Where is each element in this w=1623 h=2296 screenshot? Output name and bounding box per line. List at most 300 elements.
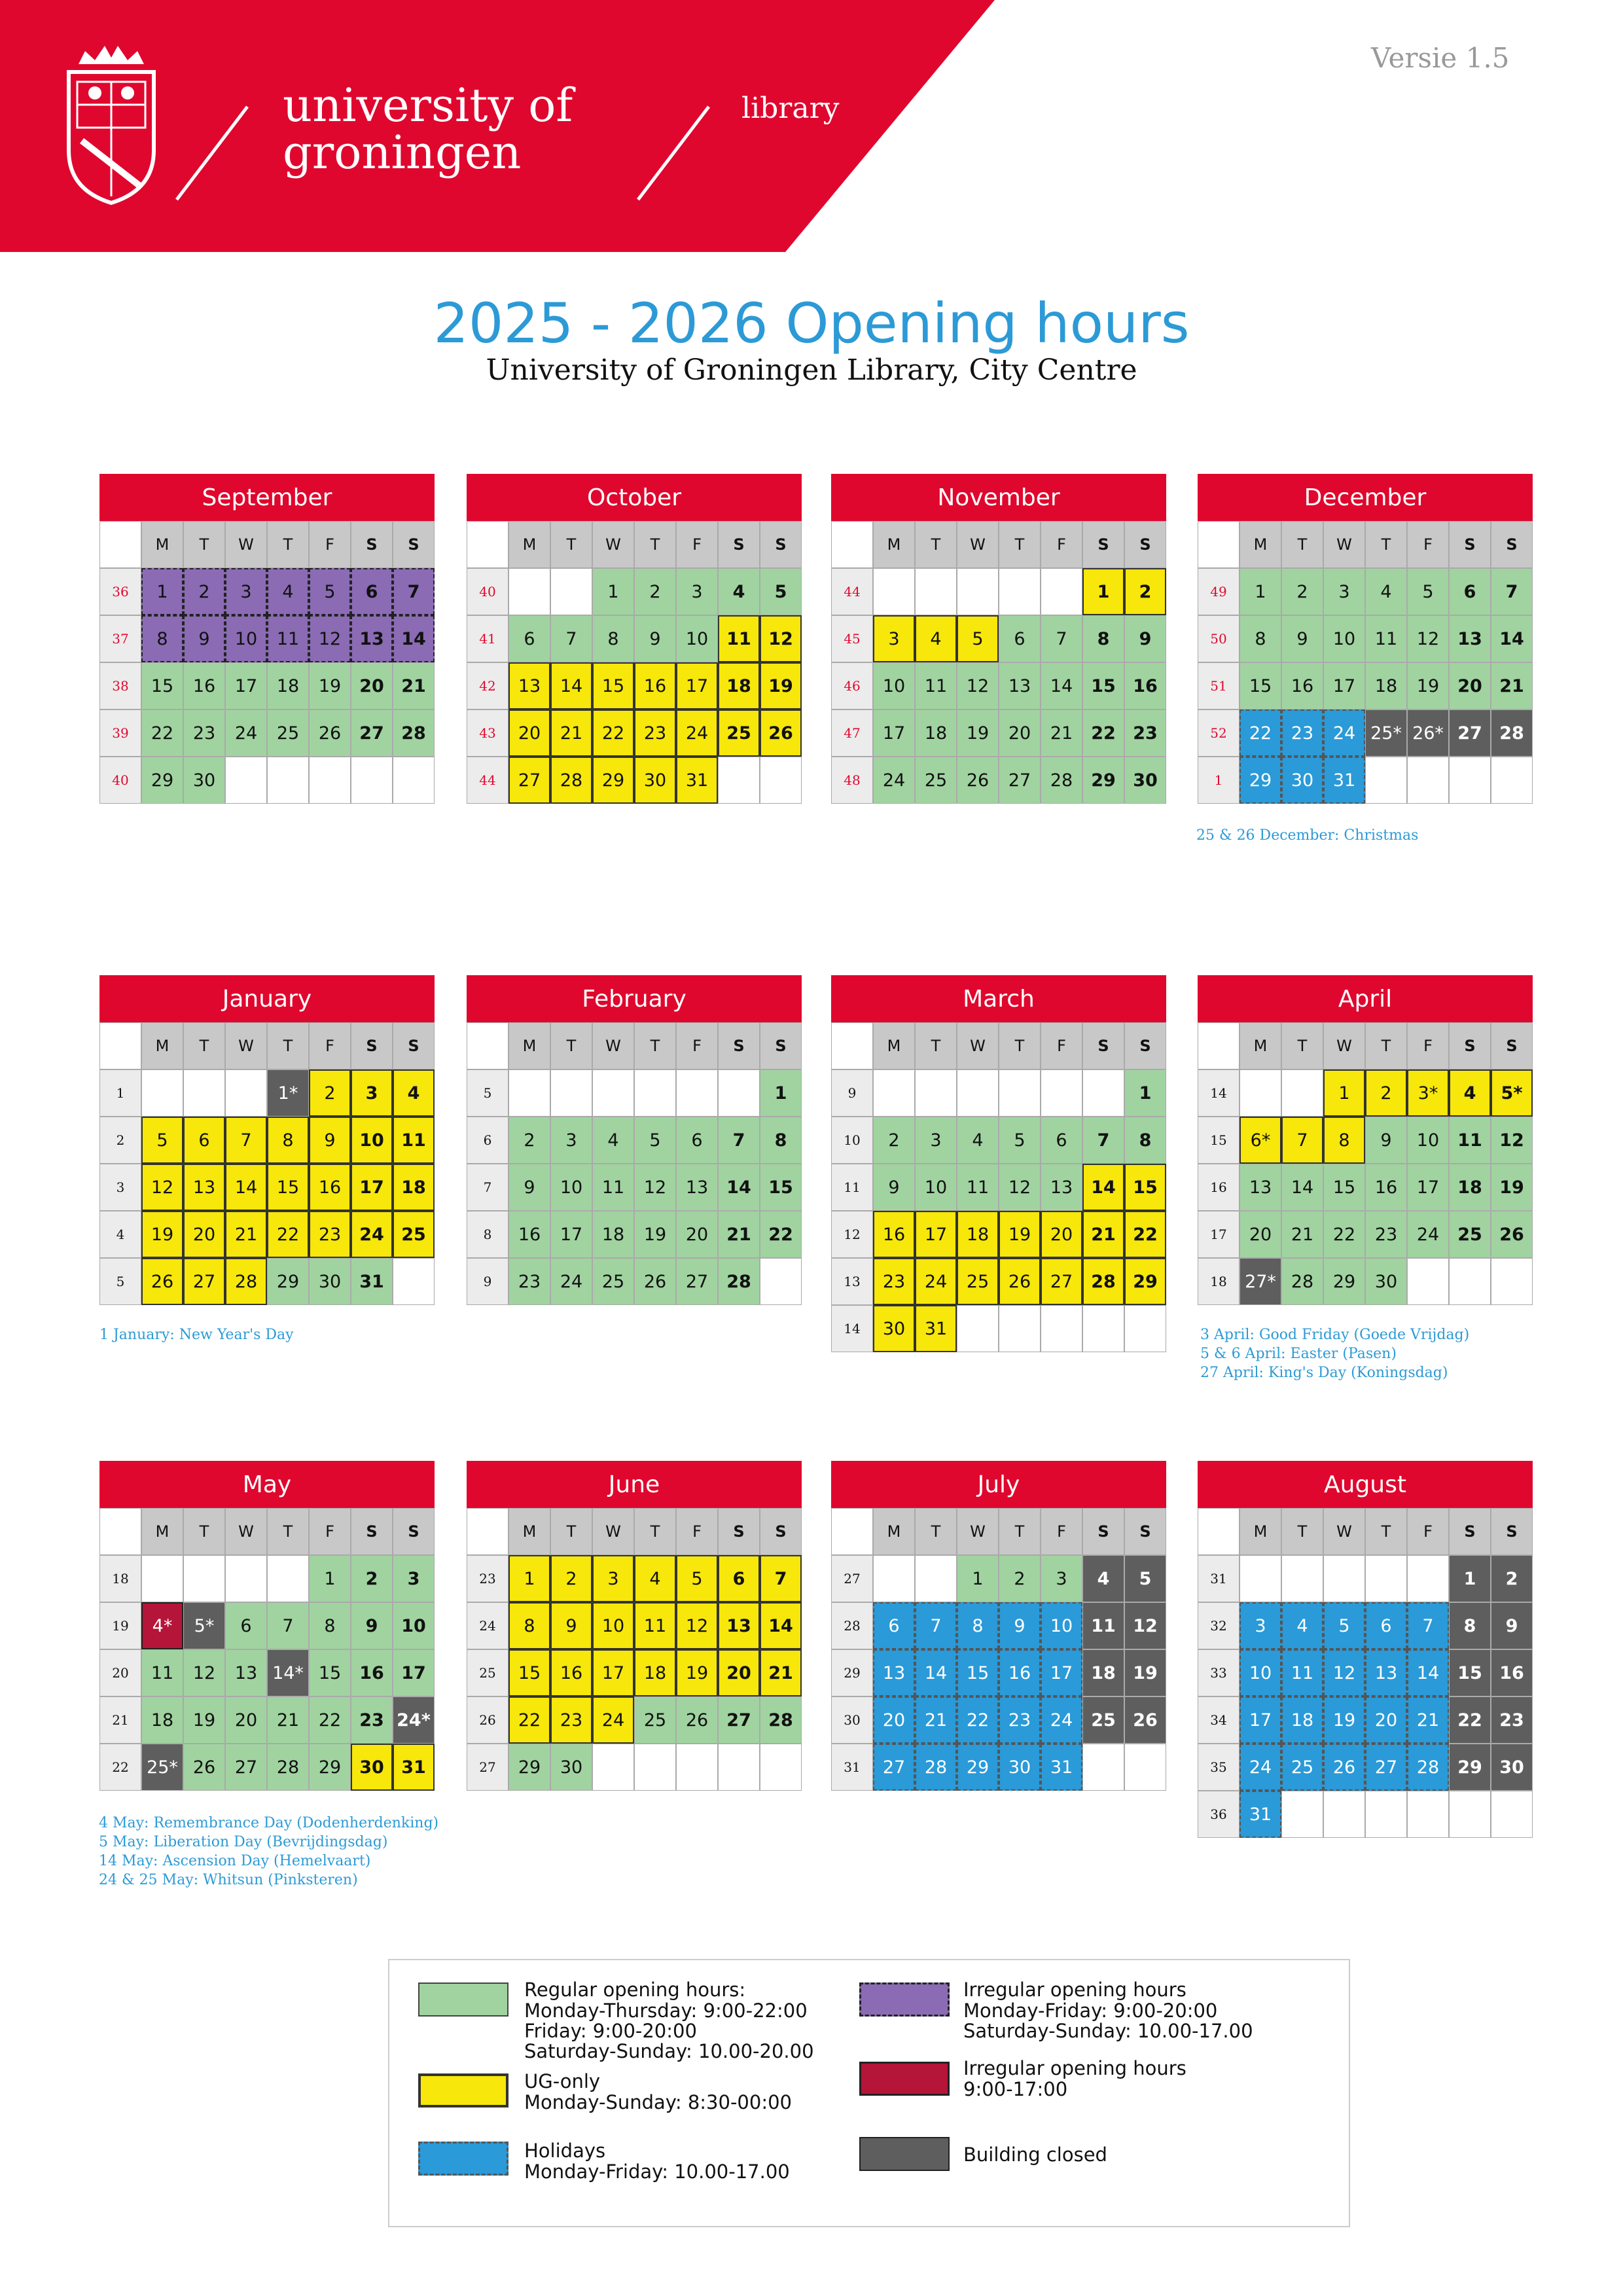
day-cell: 24 bbox=[592, 1696, 634, 1744]
day-cell: 21 bbox=[393, 662, 435, 709]
weekday-header: M bbox=[141, 1508, 183, 1555]
day-cell: 1 bbox=[1240, 568, 1281, 615]
calendar-june bbox=[467, 1461, 802, 1791]
day-cell: 23 bbox=[634, 709, 676, 757]
day-cell: 30 bbox=[1365, 1258, 1407, 1305]
grid-corner bbox=[831, 521, 873, 568]
day-cell: 29 bbox=[309, 1744, 351, 1791]
month-title: February bbox=[467, 975, 802, 1022]
day-cell: 3 bbox=[550, 1117, 592, 1164]
day-cell: 24 bbox=[550, 1258, 592, 1305]
day-cell: 4* bbox=[141, 1602, 183, 1649]
weekday-header: S bbox=[1449, 1022, 1491, 1069]
day-cell: 8 bbox=[1240, 615, 1281, 662]
weekday-header: M bbox=[508, 521, 550, 568]
grid-corner bbox=[831, 1022, 873, 1069]
day-cell: 23 bbox=[508, 1258, 550, 1305]
day-cell: 3 bbox=[1323, 568, 1365, 615]
weekday-header: F bbox=[676, 521, 718, 568]
day-cell: 22 bbox=[760, 1211, 802, 1258]
day-cell: 15 bbox=[508, 1649, 550, 1696]
day-cell: 31 bbox=[393, 1744, 435, 1791]
day-cell: 20 bbox=[718, 1649, 760, 1696]
day-cell: 23 bbox=[550, 1696, 592, 1744]
day-cell: 19 bbox=[1407, 662, 1449, 709]
week-number: 30 bbox=[831, 1696, 873, 1744]
day-cell: 30 bbox=[550, 1744, 592, 1791]
day-cell: 3 bbox=[393, 1555, 435, 1602]
weekday-header: W bbox=[1323, 1022, 1365, 1069]
day-cell: 15 bbox=[1323, 1164, 1365, 1211]
day-cell: 4 bbox=[1082, 1555, 1124, 1602]
day-cell: 5 bbox=[1323, 1602, 1365, 1649]
week-number: 8 bbox=[467, 1211, 508, 1258]
day-cell: 2 bbox=[1281, 568, 1323, 615]
day-cell: 30 bbox=[1491, 1744, 1533, 1791]
grid-corner bbox=[467, 1022, 508, 1069]
day-cell: 10 bbox=[351, 1117, 393, 1164]
day-cell: 15 bbox=[592, 662, 634, 709]
day-cell: 23 bbox=[1491, 1696, 1533, 1744]
month-title: December bbox=[1198, 474, 1533, 521]
day-cell: 22 bbox=[957, 1696, 999, 1744]
day-cell: 16 bbox=[183, 662, 225, 709]
day-cell: 30 bbox=[873, 1305, 915, 1352]
weekday-header: S bbox=[1082, 1508, 1124, 1555]
empty-day-cell bbox=[873, 568, 915, 615]
weekday-header: F bbox=[1407, 1022, 1449, 1069]
day-cell: 25 bbox=[634, 1696, 676, 1744]
day-cell: 18 bbox=[267, 662, 309, 709]
day-cell: 26 bbox=[676, 1696, 718, 1744]
day-cell: 24 bbox=[873, 757, 915, 804]
empty-day-cell bbox=[393, 757, 435, 804]
day-cell: 19 bbox=[999, 1211, 1041, 1258]
empty-day-cell bbox=[267, 757, 309, 804]
day-cell: 15 bbox=[267, 1164, 309, 1211]
day-cell: 17 bbox=[1407, 1164, 1449, 1211]
note-january: 1 January: New Year's Day bbox=[99, 1327, 294, 1343]
day-cell: 27 bbox=[508, 757, 550, 804]
empty-day-cell bbox=[1449, 1258, 1491, 1305]
day-cell: 20 bbox=[1449, 662, 1491, 709]
day-cell: 5* bbox=[183, 1602, 225, 1649]
empty-day-cell bbox=[183, 1555, 225, 1602]
empty-day-cell bbox=[1365, 1791, 1407, 1838]
weekday-header: F bbox=[1041, 521, 1082, 568]
legend bbox=[388, 1959, 1350, 2227]
empty-day-cell bbox=[1491, 1258, 1533, 1305]
weekday-header: T bbox=[550, 521, 592, 568]
month-grid bbox=[1198, 1022, 1533, 1305]
day-cell: 13 bbox=[676, 1164, 718, 1211]
day-cell: 24 bbox=[1041, 1696, 1082, 1744]
empty-day-cell bbox=[267, 1555, 309, 1602]
calendar-october bbox=[467, 474, 802, 804]
day-cell: 2 bbox=[183, 568, 225, 615]
week-number: 19 bbox=[99, 1602, 141, 1649]
empty-day-cell bbox=[225, 1555, 267, 1602]
week-number: 23 bbox=[467, 1555, 508, 1602]
month-grid bbox=[99, 1508, 435, 1791]
day-cell: 26 bbox=[634, 1258, 676, 1305]
day-cell: 17 bbox=[550, 1211, 592, 1258]
day-cell: 29 bbox=[1449, 1744, 1491, 1791]
day-cell: 5* bbox=[1491, 1069, 1533, 1117]
weekday-header: F bbox=[1041, 1508, 1082, 1555]
day-cell: 11 bbox=[141, 1649, 183, 1696]
month-title: April bbox=[1198, 975, 1533, 1022]
day-cell: 1 bbox=[957, 1555, 999, 1602]
legend-swatch-closed bbox=[859, 2137, 950, 2171]
empty-day-cell bbox=[1365, 757, 1407, 804]
weekday-header: T bbox=[1281, 1022, 1323, 1069]
week-number: 52 bbox=[1198, 709, 1240, 757]
calendar-may bbox=[99, 1461, 435, 1791]
empty-day-cell bbox=[1041, 568, 1082, 615]
week-number: 38 bbox=[99, 662, 141, 709]
day-cell: 8 bbox=[592, 615, 634, 662]
day-cell: 8 bbox=[957, 1602, 999, 1649]
week-number: 42 bbox=[467, 662, 508, 709]
weekday-header: W bbox=[957, 1022, 999, 1069]
weekday-header: S bbox=[1491, 1508, 1533, 1555]
legend-ug-title: UG-only bbox=[524, 2070, 601, 2092]
week-number: 2 bbox=[99, 1117, 141, 1164]
day-cell: 28 bbox=[760, 1696, 802, 1744]
empty-day-cell bbox=[718, 757, 760, 804]
weekday-header: S bbox=[351, 1022, 393, 1069]
calendar-april bbox=[1198, 975, 1533, 1305]
empty-day-cell bbox=[634, 1069, 676, 1117]
weekday-header: S bbox=[1491, 521, 1533, 568]
day-cell: 6 bbox=[183, 1117, 225, 1164]
day-cell: 1 bbox=[1082, 568, 1124, 615]
day-cell: 28 bbox=[225, 1258, 267, 1305]
day-cell: 7 bbox=[1281, 1117, 1323, 1164]
day-cell: 13 bbox=[1041, 1164, 1082, 1211]
day-cell: 24 bbox=[915, 1258, 957, 1305]
week-number: 31 bbox=[831, 1744, 873, 1791]
day-cell: 18 bbox=[1365, 662, 1407, 709]
grid-corner bbox=[467, 1508, 508, 1555]
day-cell: 2 bbox=[873, 1117, 915, 1164]
day-cell: 6 bbox=[508, 615, 550, 662]
day-cell: 22 bbox=[267, 1211, 309, 1258]
day-cell: 23 bbox=[351, 1696, 393, 1744]
day-cell: 18 bbox=[957, 1211, 999, 1258]
day-cell: 2 bbox=[1365, 1069, 1407, 1117]
empty-day-cell bbox=[718, 1744, 760, 1791]
empty-day-cell bbox=[999, 568, 1041, 615]
calendar-november bbox=[831, 474, 1166, 804]
day-cell: 29 bbox=[592, 757, 634, 804]
day-cell: 7 bbox=[760, 1555, 802, 1602]
week-number: 13 bbox=[831, 1258, 873, 1305]
day-cell: 20 bbox=[508, 709, 550, 757]
day-cell: 8 bbox=[1449, 1602, 1491, 1649]
weekday-header: S bbox=[760, 1022, 802, 1069]
legend-regular-text: Monday-Thursday: 9:00-22:00 Friday: 9:00-20:00 Saturday-Sunday: 10.00-20.00 bbox=[524, 2000, 814, 2062]
legend-holidays-title: Holidays bbox=[524, 2140, 606, 2162]
week-number: 26 bbox=[467, 1696, 508, 1744]
week-number: 33 bbox=[1198, 1649, 1240, 1696]
empty-day-cell bbox=[1407, 757, 1449, 804]
week-number: 20 bbox=[99, 1649, 141, 1696]
weekday-header: T bbox=[999, 1508, 1041, 1555]
day-cell: 28 bbox=[1491, 709, 1533, 757]
day-cell: 26 bbox=[760, 709, 802, 757]
week-number: 18 bbox=[99, 1555, 141, 1602]
day-cell: 29 bbox=[1323, 1258, 1365, 1305]
day-cell: 3 bbox=[592, 1555, 634, 1602]
day-cell: 27 bbox=[873, 1744, 915, 1791]
day-cell: 9 bbox=[634, 615, 676, 662]
day-cell: 11 bbox=[957, 1164, 999, 1211]
day-cell: 17 bbox=[351, 1164, 393, 1211]
university-name-line2: groningen bbox=[283, 126, 522, 179]
weekday-header: W bbox=[957, 521, 999, 568]
day-cell: 5 bbox=[1124, 1555, 1166, 1602]
day-cell: 14 bbox=[1491, 615, 1533, 662]
weekday-header: M bbox=[508, 1508, 550, 1555]
day-cell: 25 bbox=[718, 709, 760, 757]
week-number: 6 bbox=[467, 1117, 508, 1164]
day-cell: 6 bbox=[351, 568, 393, 615]
weekday-header: S bbox=[393, 1508, 435, 1555]
day-cell: 25 bbox=[267, 709, 309, 757]
day-cell: 2 bbox=[999, 1555, 1041, 1602]
day-cell: 6 bbox=[1041, 1117, 1082, 1164]
weekday-header: T bbox=[915, 1508, 957, 1555]
weekday-header: T bbox=[634, 521, 676, 568]
day-cell: 25 bbox=[592, 1258, 634, 1305]
day-cell: 8 bbox=[1082, 615, 1124, 662]
empty-day-cell bbox=[1491, 1791, 1533, 1838]
week-number: 35 bbox=[1198, 1744, 1240, 1791]
weekday-header: W bbox=[225, 1022, 267, 1069]
day-cell: 4 bbox=[267, 568, 309, 615]
day-cell: 20 bbox=[183, 1211, 225, 1258]
weekday-header: F bbox=[676, 1508, 718, 1555]
weekday-header: W bbox=[1323, 1508, 1365, 1555]
day-cell: 31 bbox=[676, 757, 718, 804]
day-cell: 8 bbox=[1323, 1117, 1365, 1164]
week-number: 36 bbox=[1198, 1791, 1240, 1838]
calendar-march bbox=[831, 975, 1166, 1352]
day-cell: 25 bbox=[957, 1258, 999, 1305]
day-cell: 20 bbox=[873, 1696, 915, 1744]
grid-corner bbox=[1198, 521, 1240, 568]
day-cell: 12 bbox=[634, 1164, 676, 1211]
day-cell: 21 bbox=[1041, 709, 1082, 757]
university-name-line1: university of bbox=[283, 79, 573, 132]
day-cell: 1 bbox=[508, 1555, 550, 1602]
day-cell: 4 bbox=[634, 1555, 676, 1602]
day-cell: 26 bbox=[183, 1744, 225, 1791]
week-number: 37 bbox=[99, 615, 141, 662]
day-cell: 14 bbox=[1281, 1164, 1323, 1211]
day-cell: 19 bbox=[1323, 1696, 1365, 1744]
day-cell: 15 bbox=[1240, 662, 1281, 709]
day-cell: 10 bbox=[393, 1602, 435, 1649]
day-cell: 6 bbox=[718, 1555, 760, 1602]
day-cell: 19 bbox=[183, 1696, 225, 1744]
week-number: 34 bbox=[1198, 1696, 1240, 1744]
day-cell: 13 bbox=[718, 1602, 760, 1649]
legend-swatch-holidays bbox=[418, 2142, 508, 2176]
week-number: 7 bbox=[467, 1164, 508, 1211]
day-cell: 10 bbox=[1323, 615, 1365, 662]
day-cell: 18 bbox=[718, 662, 760, 709]
week-number: 5 bbox=[467, 1069, 508, 1117]
day-cell: 17 bbox=[1323, 662, 1365, 709]
day-cell: 9 bbox=[1124, 615, 1166, 662]
empty-day-cell bbox=[999, 1305, 1041, 1352]
day-cell: 3 bbox=[676, 568, 718, 615]
day-cell: 14 bbox=[1041, 662, 1082, 709]
day-cell: 10 bbox=[1041, 1602, 1082, 1649]
day-cell: 1 bbox=[760, 1069, 802, 1117]
day-cell: 3 bbox=[1041, 1555, 1082, 1602]
grid-corner bbox=[1198, 1022, 1240, 1069]
day-cell: 30 bbox=[634, 757, 676, 804]
day-cell: 19 bbox=[309, 662, 351, 709]
day-cell: 7 bbox=[550, 615, 592, 662]
grid-corner bbox=[99, 1022, 141, 1069]
day-cell: 10 bbox=[1407, 1117, 1449, 1164]
day-cell: 17 bbox=[1041, 1649, 1082, 1696]
month-grid bbox=[831, 521, 1166, 804]
month-grid bbox=[1198, 1508, 1533, 1838]
note-april: 3 April: Good Friday (Goede Vrijdag) 5 & 6 April: Easter (Pasen) 27 April: King's Day (Koningsdag) bbox=[1200, 1327, 1470, 1381]
empty-day-cell bbox=[957, 1069, 999, 1117]
empty-day-cell bbox=[915, 1069, 957, 1117]
day-cell: 16 bbox=[999, 1649, 1041, 1696]
week-number: 27 bbox=[467, 1744, 508, 1791]
weekday-header: T bbox=[999, 521, 1041, 568]
week-number: 18 bbox=[1198, 1258, 1240, 1305]
month-grid bbox=[831, 1508, 1166, 1791]
day-cell: 6 bbox=[676, 1117, 718, 1164]
day-cell: 20 bbox=[351, 662, 393, 709]
weekday-header: F bbox=[309, 1508, 351, 1555]
day-cell: 18 bbox=[915, 709, 957, 757]
day-cell: 16 bbox=[873, 1211, 915, 1258]
day-cell: 11 bbox=[267, 615, 309, 662]
day-cell: 30 bbox=[351, 1744, 393, 1791]
empty-day-cell bbox=[550, 1069, 592, 1117]
grid-corner bbox=[99, 521, 141, 568]
empty-day-cell bbox=[1082, 1069, 1124, 1117]
weekday-header: T bbox=[634, 1508, 676, 1555]
empty-day-cell bbox=[760, 1744, 802, 1791]
empty-day-cell bbox=[183, 1069, 225, 1117]
day-cell: 26 bbox=[957, 757, 999, 804]
weekday-header: F bbox=[309, 1022, 351, 1069]
weekday-header: F bbox=[676, 1022, 718, 1069]
day-cell: 11 bbox=[1449, 1117, 1491, 1164]
weekday-header: S bbox=[718, 1508, 760, 1555]
day-cell: 24 bbox=[225, 709, 267, 757]
day-cell: 25 bbox=[1281, 1744, 1323, 1791]
day-cell: 15 bbox=[1449, 1649, 1491, 1696]
day-cell: 1 bbox=[141, 568, 183, 615]
weekday-header: S bbox=[1124, 521, 1166, 568]
day-cell: 7 bbox=[915, 1602, 957, 1649]
empty-day-cell bbox=[760, 757, 802, 804]
day-cell: 26 bbox=[141, 1258, 183, 1305]
day-cell: 21 bbox=[718, 1211, 760, 1258]
grid-corner bbox=[467, 521, 508, 568]
legend-closed-title: Building closed bbox=[963, 2144, 1107, 2166]
day-cell: 14 bbox=[760, 1602, 802, 1649]
day-cell: 23 bbox=[1281, 709, 1323, 757]
day-cell: 10 bbox=[225, 615, 267, 662]
day-cell: 28 bbox=[1041, 757, 1082, 804]
day-cell: 14 bbox=[225, 1164, 267, 1211]
day-cell: 21 bbox=[915, 1696, 957, 1744]
weekday-header: W bbox=[592, 1022, 634, 1069]
legend-swatch-irregular-red bbox=[859, 2062, 950, 2096]
empty-day-cell bbox=[508, 568, 550, 615]
day-cell: 28 bbox=[550, 757, 592, 804]
day-cell: 11 bbox=[1365, 615, 1407, 662]
day-cell: 13 bbox=[183, 1164, 225, 1211]
week-number: 1 bbox=[1198, 757, 1240, 804]
day-cell: 8 bbox=[508, 1602, 550, 1649]
day-cell: 14 bbox=[1407, 1649, 1449, 1696]
weekday-header: T bbox=[634, 1022, 676, 1069]
weekday-header: T bbox=[550, 1022, 592, 1069]
day-cell: 2 bbox=[508, 1117, 550, 1164]
empty-day-cell bbox=[592, 1069, 634, 1117]
day-cell: 11 bbox=[718, 615, 760, 662]
day-cell: 5 bbox=[760, 568, 802, 615]
week-number: 9 bbox=[467, 1258, 508, 1305]
day-cell: 13 bbox=[999, 662, 1041, 709]
weekday-header: M bbox=[873, 1022, 915, 1069]
week-number: 29 bbox=[831, 1649, 873, 1696]
empty-day-cell bbox=[550, 568, 592, 615]
legend-swatch-regular bbox=[418, 1982, 508, 2017]
day-cell: 21 bbox=[1491, 662, 1533, 709]
week-number: 24 bbox=[467, 1602, 508, 1649]
day-cell: 7 bbox=[1082, 1117, 1124, 1164]
day-cell: 20 bbox=[676, 1211, 718, 1258]
week-number: 14 bbox=[831, 1305, 873, 1352]
legend-irregular2-text: 9:00-17:00 bbox=[963, 2078, 1068, 2100]
day-cell: 14 bbox=[718, 1164, 760, 1211]
weekday-header: F bbox=[1407, 1508, 1449, 1555]
day-cell: 19 bbox=[957, 709, 999, 757]
day-cell: 12 bbox=[309, 615, 351, 662]
empty-day-cell bbox=[1407, 1791, 1449, 1838]
weekday-header: T bbox=[1365, 1508, 1407, 1555]
week-number: 48 bbox=[831, 757, 873, 804]
day-cell: 27 bbox=[351, 709, 393, 757]
day-cell: 28 bbox=[393, 709, 435, 757]
day-cell: 3 bbox=[1240, 1602, 1281, 1649]
day-cell: 18 bbox=[592, 1211, 634, 1258]
day-cell: 21 bbox=[550, 709, 592, 757]
day-cell: 4 bbox=[1449, 1069, 1491, 1117]
day-cell: 5 bbox=[309, 568, 351, 615]
weekday-header: W bbox=[592, 1508, 634, 1555]
day-cell: 22 bbox=[141, 709, 183, 757]
day-cell: 16 bbox=[1365, 1164, 1407, 1211]
week-number: 14 bbox=[1198, 1069, 1240, 1117]
